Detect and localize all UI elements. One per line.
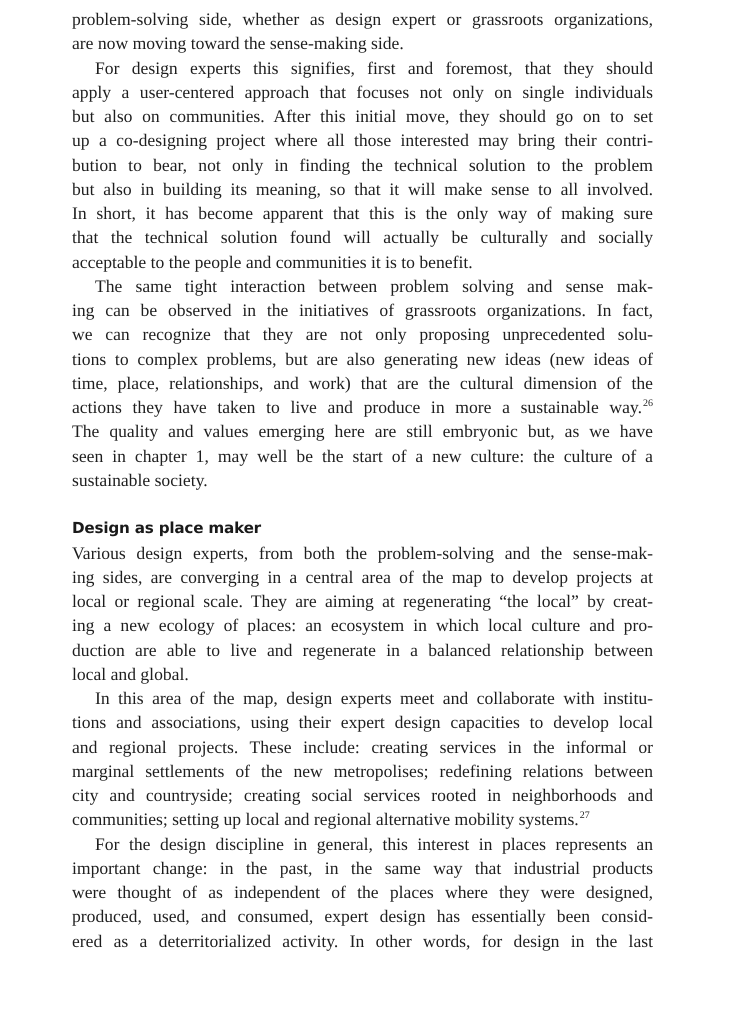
text-line: duction are able to live and regenerate in a balanced relationship between bbox=[72, 639, 653, 660]
text-line: acceptable to the people and communities it is to benefit. bbox=[72, 251, 473, 272]
text-line: we can recognize that they are not only proposing unprecedented solu- bbox=[72, 324, 653, 345]
text-line: marginal settlements of the new metropolises; redefining relations between bbox=[72, 760, 653, 781]
footnote-reference[interactable]: 26 bbox=[643, 398, 653, 409]
paragraph bbox=[72, 832, 653, 953]
text-line: up a co-designing project where all those interested may bring their contri- bbox=[72, 130, 653, 151]
text-line: The quality and values emerging here are still embryonic but, as we have bbox=[72, 421, 653, 442]
text-line: but also on communities. After this initial move, they should go on to set bbox=[72, 106, 653, 126]
text-line: ing a new ecology of places: an ecosystem in which local culture and pro- bbox=[72, 615, 653, 636]
paragraph bbox=[72, 7, 653, 56]
text-line: For the design discipline in general, this interest in places represents an bbox=[95, 833, 653, 854]
paragraph bbox=[72, 541, 653, 687]
text-line: time, place, relationships, and work) that are the cultural dimension of the bbox=[72, 372, 653, 393]
text-line: bution to bear, not only in finding the technical solution to the problem bbox=[72, 154, 653, 175]
text-line: are now moving toward the sense-making side. bbox=[72, 33, 404, 54]
text-line: The same tight interaction between problem solving and sense mak- bbox=[95, 275, 653, 296]
section-heading: Design as place maker bbox=[72, 519, 261, 538]
text-line: local and global. bbox=[72, 663, 189, 684]
text-line-content: actions they have taken to live and produce in more a sustainable way. bbox=[72, 397, 642, 417]
text-line: tions to complex problems, but are also generating new ideas (new ideas of bbox=[72, 348, 653, 369]
text-line bbox=[72, 807, 653, 831]
text-line: city and countryside; creating social services rooted in neighborhoods and bbox=[72, 785, 653, 805]
text-line: For design experts this signifies, first and foremost, that they should bbox=[95, 57, 653, 78]
text-line: apply a user-centered approach that focuses not only on single individuals bbox=[72, 81, 653, 102]
text-line: important change: in the past, in the same way that industrial products bbox=[72, 857, 653, 878]
text-line: but also in building its meaning, so that it will make sense to all involved. bbox=[72, 178, 653, 199]
text-line-content: communities; setting up local and regional alternative mobility systems. bbox=[72, 809, 579, 830]
text-line: produced, used, and consumed, expert design has essentially been consid- bbox=[72, 906, 653, 927]
text-line: were thought of as independent of the places where they were designed, bbox=[72, 882, 653, 902]
document-page bbox=[72, 7, 653, 953]
paragraph bbox=[72, 686, 653, 832]
text-line: ing sides, are converging in a central area of the map to develop projects at bbox=[72, 566, 653, 587]
text-line: seen in chapter 1, may well be the start of a new culture: the culture of a bbox=[72, 445, 653, 466]
text-line: local or regional scale. They are aiming at regenerating “the local” by creat- bbox=[72, 591, 653, 611]
text-line: that the technical solution found will actually be culturally and socially bbox=[72, 227, 653, 248]
paragraph bbox=[72, 274, 653, 492]
paragraph bbox=[72, 56, 653, 274]
text-line: ing can be observed in the initiatives of grassroots organizations. In fact, bbox=[72, 300, 653, 320]
section-spacer bbox=[72, 492, 653, 516]
text-line: Various design experts, from both the problem-solving and the sense-mak- bbox=[72, 542, 653, 563]
text-line: ered as a deterritorialized activity. In other words, for design in the last bbox=[72, 930, 653, 951]
text-line: In this area of the map, design experts meet and collaborate with institu- bbox=[95, 688, 653, 708]
text-line: tions and associations, using their expert design capacities to develop local bbox=[72, 712, 653, 733]
text-line: In short, it has become apparent that this is the only way of making sure bbox=[72, 203, 653, 223]
footnote-reference[interactable]: 27 bbox=[579, 810, 590, 822]
text-line: sustainable society. bbox=[72, 469, 208, 490]
text-line bbox=[72, 395, 653, 419]
text-line: and regional projects. These include: creating services in the informal or bbox=[72, 736, 653, 757]
text-line: problem-solving side, whether as design expert or grassroots organizations, bbox=[72, 9, 653, 29]
